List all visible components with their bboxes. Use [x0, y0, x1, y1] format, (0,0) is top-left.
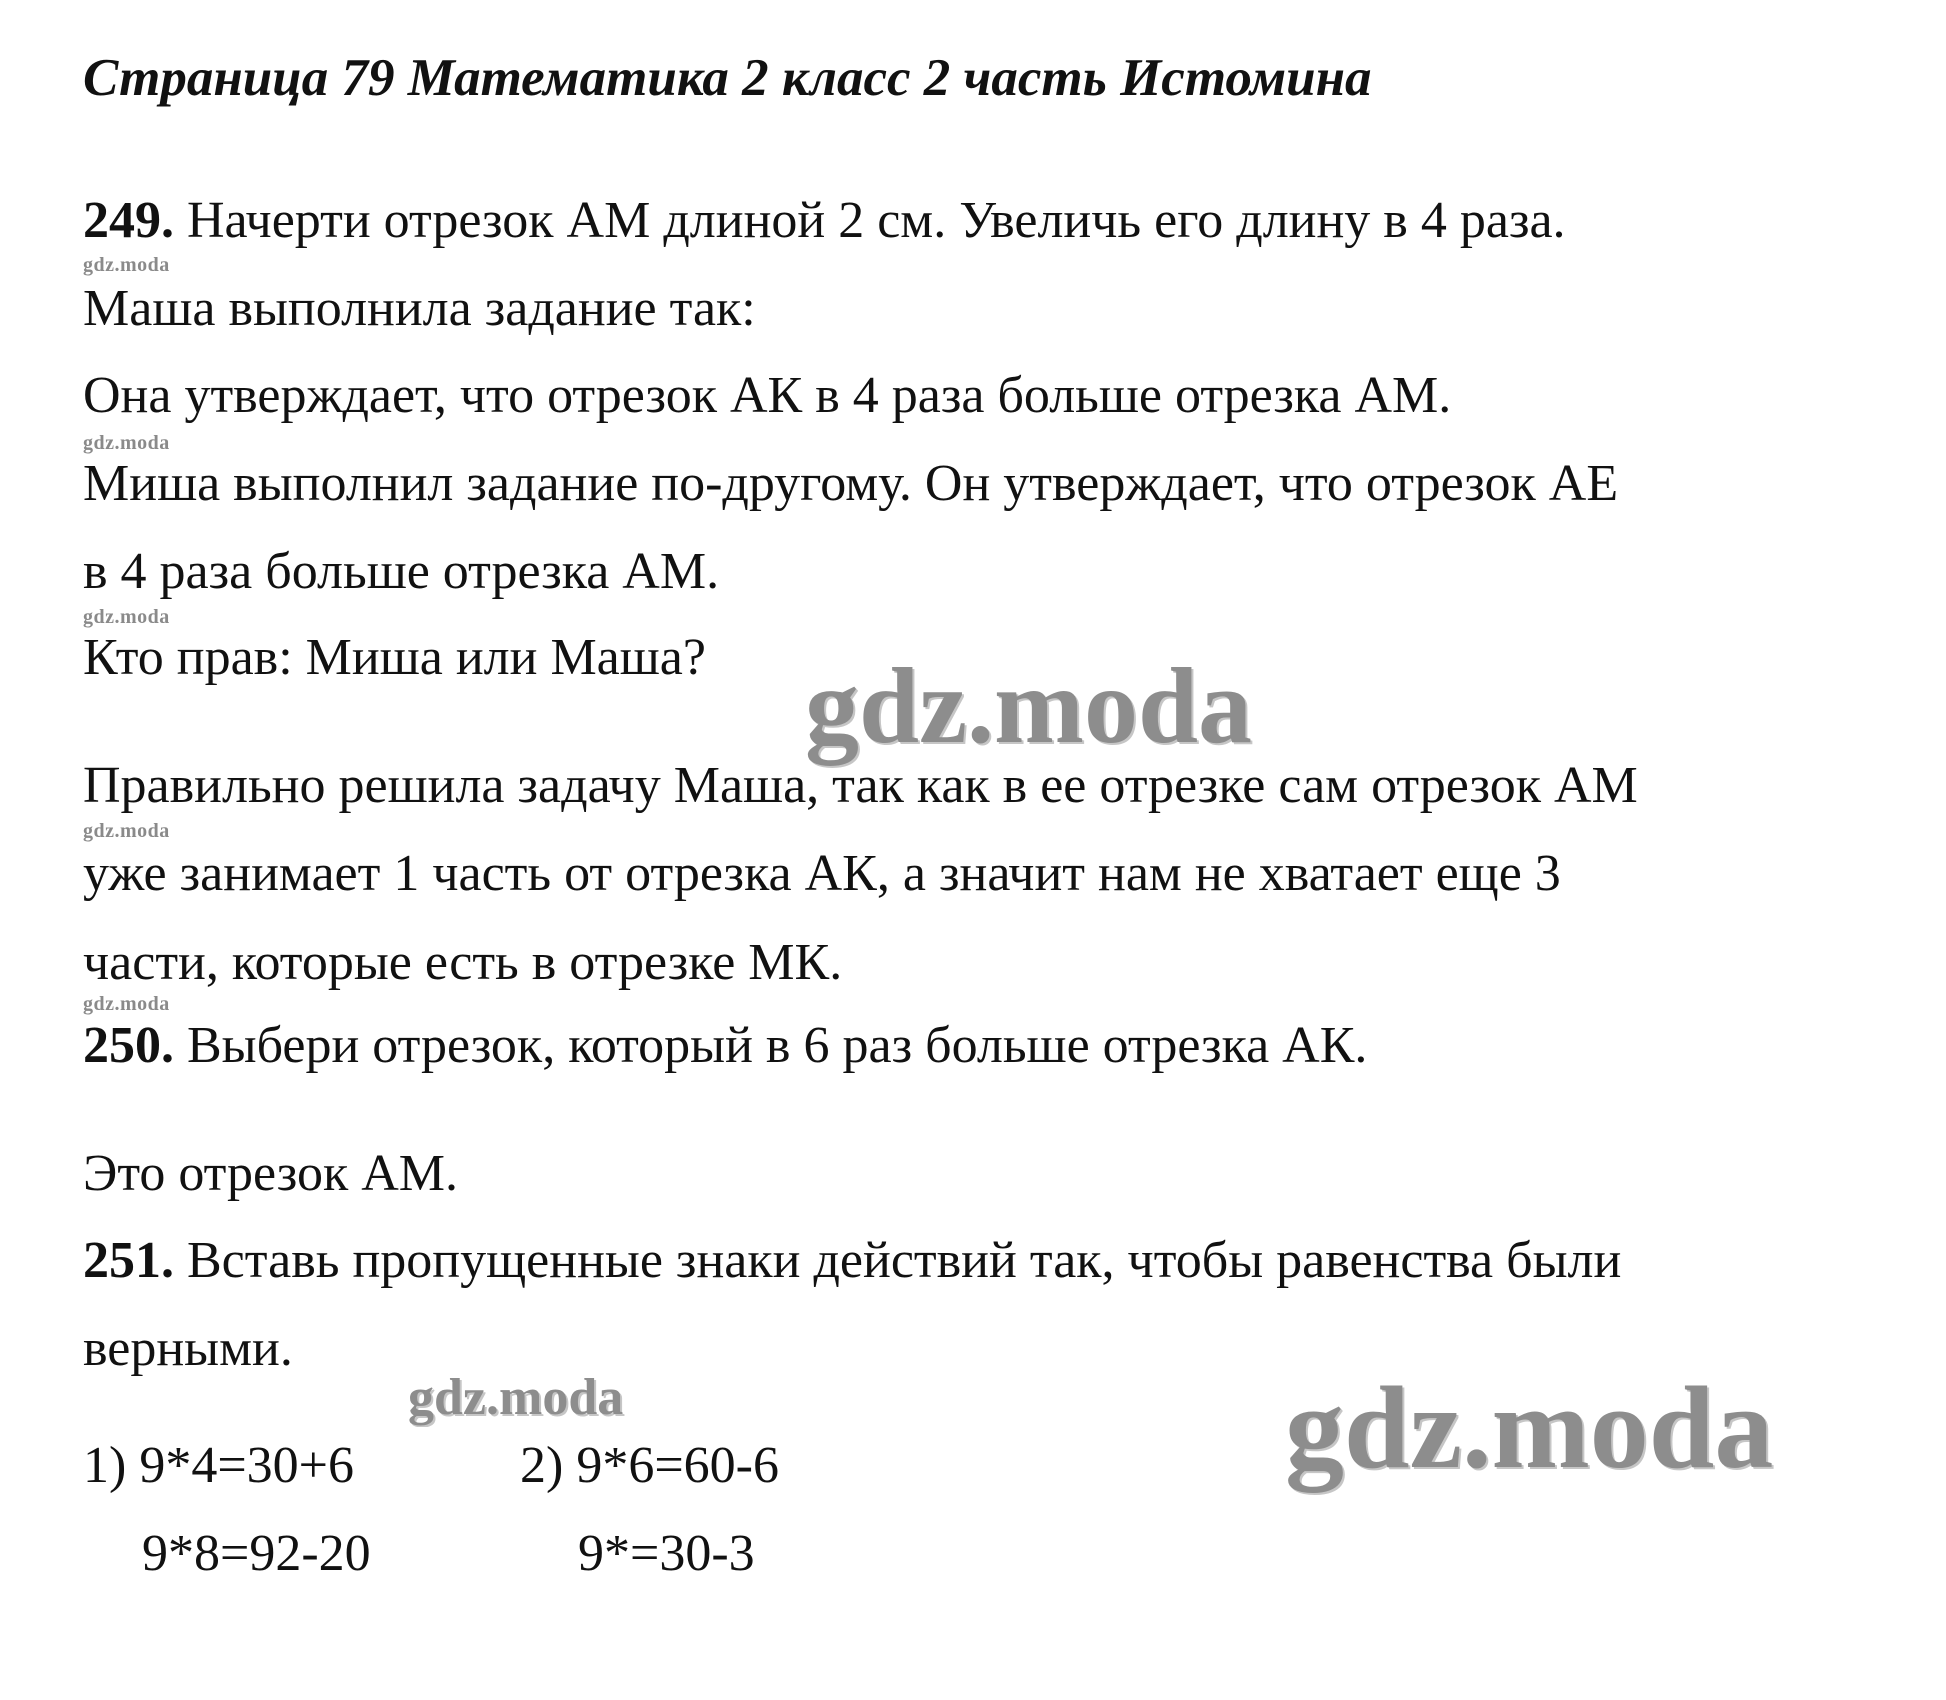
- page-title: Страница 79 Математика 2 класс 2 часть Истомина: [83, 49, 1372, 107]
- equation-2: 2) 9*6=60-6: [520, 1437, 779, 1494]
- watermark-medium: gdz.moda: [408, 1369, 624, 1426]
- watermark-small: gdz.moda: [83, 432, 170, 454]
- task-249-answer3: части, которые есть в отрезке МК.: [83, 934, 843, 991]
- watermark-small: gdz.moda: [83, 606, 170, 628]
- watermark-large: gdz.moda: [805, 647, 1253, 766]
- task-250-statement: [83, 1017, 1368, 1074]
- task-249-line5: в 4 раза больше отрезка АМ.: [83, 543, 720, 600]
- equation-3: 9*8=92-20: [142, 1525, 371, 1582]
- task-249-answer2: уже занимает 1 часть от отрезка АК, а значит нам не хватает еще 3: [83, 845, 1561, 902]
- task-250-answer: Это отрезок АМ.: [83, 1145, 459, 1202]
- task-250-text: Выбери отрезок, который в 6 раз больше отрезка АК.: [187, 1017, 1368, 1074]
- equation-1: 1) 9*4=30+6: [83, 1437, 354, 1494]
- watermark-large: gdz.moda: [1285, 1362, 1774, 1493]
- watermark-small: gdz.moda: [83, 993, 170, 1015]
- task-250-number: 250.: [83, 1017, 174, 1074]
- watermark-small: gdz.moda: [83, 820, 170, 842]
- task-249-answer1: Правильно решила задачу Маша, так как в ее отрезке сам отрезок АМ: [83, 757, 1638, 814]
- task-249-text: Начерти отрезок АМ длиной 2 см. Увеличь его длину в 4 раза.: [187, 192, 1566, 249]
- task-251-text: Вставь пропущенные знаки действий так, чтобы равенства были: [187, 1232, 1622, 1289]
- task-251-statement: [83, 1232, 1622, 1289]
- task-249-line4: Миша выполнил задание по-другому. Он утверждает, что отрезок АЕ: [83, 455, 1619, 512]
- watermark-small: gdz.moda: [83, 254, 170, 276]
- task-249-line3: Она утверждает, что отрезок АК в 4 раза больше отрезка АМ.: [83, 367, 1452, 424]
- equation-4: 9*=30-3: [578, 1525, 755, 1582]
- task-251-number: 251.: [83, 1232, 174, 1289]
- task-249-question: Кто прав: Миша или Маша?: [83, 629, 706, 686]
- task-251-text2: верными.: [83, 1320, 293, 1377]
- task-249-number: 249.: [83, 192, 174, 249]
- task-249-statement: [83, 192, 1566, 249]
- task-249-line2: Маша выполнила задание так:: [83, 280, 756, 337]
